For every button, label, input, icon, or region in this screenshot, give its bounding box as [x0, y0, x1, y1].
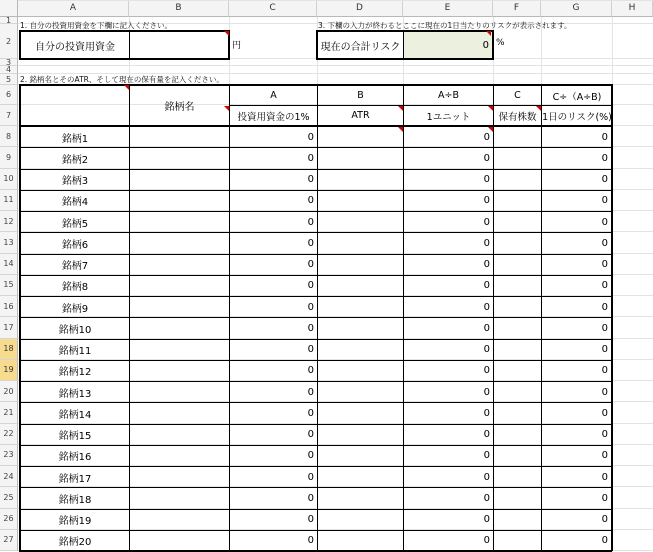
header-letter-4: C÷（A÷B): [552, 91, 602, 103]
gridline: [18, 0, 653, 1]
stock-label: 銘柄5: [61, 218, 89, 230]
one-unit-cell[interactable]: 0: [483, 322, 490, 334]
one-percent-cell[interactable]: 0: [307, 471, 314, 483]
daily-risk-cell[interactable]: 0: [601, 131, 608, 143]
row-header-13[interactable]: 13: [0, 232, 18, 253]
row-header-16[interactable]: 16: [0, 296, 18, 317]
stock-name-input[interactable]: [130, 488, 229, 508]
one-percent-cell[interactable]: 0: [307, 216, 314, 228]
stock-name-header: 銘柄名: [164, 102, 195, 113]
row-header-1[interactable]: 1: [0, 17, 18, 24]
stock-name-input[interactable]: [130, 297, 229, 317]
one-percent-cell[interactable]: 0: [307, 131, 314, 143]
stock-label: 銘柄19: [58, 516, 92, 528]
daily-risk-cell[interactable]: 0: [601, 535, 608, 547]
row-header-23[interactable]: 23: [0, 445, 18, 466]
stock-name-input[interactable]: [130, 403, 229, 423]
atr-input[interactable]: [318, 318, 403, 338]
stock-name-input[interactable]: [130, 191, 229, 211]
holdings-input[interactable]: [494, 340, 541, 360]
one-unit-cell[interactable]: 0: [483, 514, 490, 526]
holdings-input[interactable]: [494, 148, 541, 168]
daily-risk-cell[interactable]: 0: [601, 152, 608, 164]
holdings-input[interactable]: [494, 276, 541, 296]
atr-input[interactable]: [318, 127, 403, 147]
row-header-26[interactable]: 26: [0, 509, 18, 530]
stock-name-input[interactable]: [130, 212, 229, 232]
atr-input[interactable]: [318, 361, 403, 381]
holdings-input[interactable]: [494, 467, 541, 487]
holdings-input[interactable]: [494, 510, 541, 530]
one-unit-cell[interactable]: 0: [483, 131, 490, 143]
stock-name-input[interactable]: [130, 510, 229, 530]
row-header-24[interactable]: 24: [0, 466, 18, 487]
row-header-4[interactable]: 4: [0, 66, 18, 74]
atr-input[interactable]: [318, 170, 403, 190]
one-unit-cell[interactable]: 0: [483, 386, 490, 398]
one-unit-cell[interactable]: 0: [483, 301, 490, 313]
stock-name-input[interactable]: [130, 148, 229, 168]
row-header-14[interactable]: 14: [0, 254, 18, 275]
row-header-19[interactable]: 19: [0, 360, 18, 381]
stock-name-input[interactable]: [130, 361, 229, 381]
stock-label: 銘柄3: [61, 176, 89, 188]
stock-name-input[interactable]: [130, 446, 229, 466]
atr-input[interactable]: [318, 510, 403, 530]
row-header-22[interactable]: 22: [0, 424, 18, 445]
one-unit-cell[interactable]: 0: [483, 365, 490, 377]
atr-input[interactable]: [318, 467, 403, 487]
stock-name-input[interactable]: [130, 340, 229, 360]
one-percent-cell[interactable]: 0: [307, 237, 314, 249]
daily-risk-cell[interactable]: 0: [601, 429, 608, 441]
stock-label: 銘柄13: [58, 388, 92, 400]
holdings-input[interactable]: [494, 425, 541, 445]
one-unit-cell[interactable]: 0: [483, 174, 490, 186]
comment-marker-icon: [124, 85, 129, 90]
one-unit-cell[interactable]: 0: [483, 259, 490, 271]
one-unit-cell[interactable]: 0: [483, 429, 490, 441]
atr-input[interactable]: [318, 425, 403, 445]
stock-label: 銘柄14: [58, 409, 92, 421]
row-header-9[interactable]: 9: [0, 147, 18, 168]
holdings-input[interactable]: [494, 170, 541, 190]
comment-marker-icon: [398, 106, 403, 111]
atr-input[interactable]: [318, 488, 403, 508]
one-unit-cell[interactable]: 0: [483, 195, 490, 207]
one-unit-cell[interactable]: 0: [483, 344, 490, 356]
stock-name-input[interactable]: [130, 382, 229, 402]
one-unit-cell[interactable]: 0: [483, 216, 490, 228]
row-header-20[interactable]: 20: [0, 381, 18, 402]
row-header-8[interactable]: 8: [0, 126, 18, 147]
stock-label: 銘柄15: [58, 431, 92, 443]
daily-risk-cell[interactable]: 0: [601, 407, 608, 419]
header-label-0: 投資用資金の1%: [237, 111, 310, 123]
row-header-27[interactable]: 27: [0, 530, 18, 551]
holdings-input[interactable]: [494, 233, 541, 253]
atr-input[interactable]: [318, 276, 403, 296]
header-label-2: 1ユニット: [426, 111, 471, 123]
atr-input[interactable]: [318, 340, 403, 360]
one-percent-cell[interactable]: 0: [307, 365, 314, 377]
row-header-25[interactable]: 25: [0, 487, 18, 508]
one-unit-cell[interactable]: 0: [483, 407, 490, 419]
instruction-note-stocks: 2. 銘柄名とそのATR、そして現在の保有量を記入ください。: [20, 75, 224, 84]
comment-marker-icon: [224, 31, 229, 36]
stock-label: 銘柄18: [58, 494, 92, 506]
atr-input[interactable]: [318, 297, 403, 317]
atr-input[interactable]: [318, 403, 403, 423]
column-header-d[interactable]: D: [317, 0, 403, 17]
gridline: [18, 73, 653, 74]
stock-name-input[interactable]: [130, 233, 229, 253]
daily-risk-cell[interactable]: 0: [601, 471, 608, 483]
gridline: [18, 65, 653, 66]
row-header-3[interactable]: 3: [0, 59, 18, 66]
column-header-h[interactable]: H: [612, 0, 653, 17]
risk-value: 0: [482, 39, 489, 51]
column-header-e[interactable]: E: [403, 0, 493, 17]
atr-input[interactable]: [318, 212, 403, 232]
atr-input[interactable]: [318, 382, 403, 402]
daily-risk-cell[interactable]: 0: [601, 216, 608, 228]
daily-risk-cell[interactable]: 0: [601, 514, 608, 526]
one-percent-cell[interactable]: 0: [307, 535, 314, 547]
stock-label: 銘柄16: [58, 452, 92, 464]
atr-input[interactable]: [318, 446, 403, 466]
holdings-input[interactable]: [494, 318, 541, 338]
one-percent-cell[interactable]: 0: [307, 195, 314, 207]
atr-input[interactable]: [318, 531, 403, 551]
holdings-input[interactable]: [494, 403, 541, 423]
stock-name-input[interactable]: [130, 276, 229, 296]
comment-marker-icon: [536, 106, 541, 111]
one-percent-cell[interactable]: 0: [307, 301, 314, 313]
stock-label: 銘柄4: [61, 197, 89, 209]
one-percent-cell[interactable]: 0: [307, 344, 314, 356]
stock-name-input[interactable]: [130, 318, 229, 338]
one-percent-cell[interactable]: 0: [307, 429, 314, 441]
holdings-input[interactable]: [494, 361, 541, 381]
one-percent-cell[interactable]: 0: [307, 514, 314, 526]
row-header-15[interactable]: 15: [0, 275, 18, 296]
holdings-input[interactable]: [494, 488, 541, 508]
column-header-b[interactable]: B: [129, 0, 229, 17]
one-percent-cell[interactable]: 0: [307, 450, 314, 462]
stock-label: 銘柄20: [58, 537, 92, 549]
row-header-7[interactable]: 7: [0, 105, 18, 126]
stock-name-input[interactable]: [130, 170, 229, 190]
daily-risk-cell[interactable]: 0: [601, 301, 608, 313]
stock-label: 銘柄6: [61, 239, 89, 251]
header-letter-2: A÷B: [438, 90, 459, 101]
daily-risk-cell[interactable]: 0: [601, 280, 608, 292]
one-percent-cell[interactable]: 0: [307, 280, 314, 292]
one-percent-cell[interactable]: 0: [307, 152, 314, 164]
daily-risk-cell[interactable]: 0: [601, 259, 608, 271]
row-header-12[interactable]: 12: [0, 211, 18, 232]
stock-label: 銘柄12: [58, 367, 92, 379]
stock-label: 銘柄9: [61, 303, 89, 315]
atr-input[interactable]: [318, 191, 403, 211]
daily-risk-cell[interactable]: 0: [601, 322, 608, 334]
stock-label: 銘柄1: [61, 133, 89, 145]
stock-name-input[interactable]: [130, 467, 229, 487]
column-header-c[interactable]: C: [229, 0, 317, 17]
daily-risk-cell[interactable]: 0: [601, 195, 608, 207]
atr-input[interactable]: [318, 255, 403, 275]
one-percent-cell[interactable]: 0: [307, 174, 314, 186]
header-label-1: ATR: [351, 110, 370, 121]
daily-risk-cell[interactable]: 0: [601, 237, 608, 249]
row-header-2[interactable]: 2: [0, 24, 18, 59]
row-header-10[interactable]: 10: [0, 169, 18, 190]
row-header-6[interactable]: 6: [0, 85, 18, 105]
stock-label: 銘柄11: [58, 346, 92, 358]
comment-marker-icon: [224, 106, 229, 111]
stock-label: 銘柄7: [61, 261, 89, 273]
holdings-input[interactable]: [494, 446, 541, 466]
daily-risk-cell[interactable]: 0: [601, 386, 608, 398]
daily-risk-cell[interactable]: 0: [601, 365, 608, 377]
one-unit-cell[interactable]: 0: [483, 237, 490, 249]
header-letter-3: C: [514, 90, 521, 101]
row-header-17[interactable]: 17: [0, 317, 18, 338]
risk-unit: %: [496, 38, 505, 48]
row-header-11[interactable]: 11: [0, 190, 18, 211]
select-all-corner[interactable]: [0, 0, 18, 17]
one-unit-cell[interactable]: 0: [483, 492, 490, 504]
one-percent-cell[interactable]: 0: [307, 322, 314, 334]
risk-label: 現在の合計リスク: [320, 41, 401, 53]
one-unit-cell[interactable]: 0: [483, 152, 490, 164]
funds-label: 自分の投資用資金: [35, 41, 115, 53]
stock-name-input[interactable]: [130, 127, 229, 147]
daily-risk-cell[interactable]: 0: [601, 450, 608, 462]
daily-risk-cell[interactable]: 0: [601, 344, 608, 356]
one-percent-cell[interactable]: 0: [307, 259, 314, 271]
column-header-a[interactable]: A: [18, 0, 129, 17]
atr-input[interactable]: [318, 148, 403, 168]
stock-label: 銘柄8: [61, 282, 89, 294]
stock-label: 銘柄2: [61, 154, 89, 166]
row-header-21[interactable]: 21: [0, 402, 18, 423]
daily-risk-cell[interactable]: 0: [601, 174, 608, 186]
one-percent-cell[interactable]: 0: [307, 407, 314, 419]
header-letter-0: A: [270, 90, 277, 101]
stock-label: 銘柄17: [58, 473, 92, 485]
row-header-18[interactable]: 18: [0, 339, 18, 360]
holdings-input[interactable]: [494, 255, 541, 275]
header-label-3: 保有株数: [498, 111, 537, 123]
row-header-5[interactable]: 5: [0, 74, 18, 85]
stock-name-input[interactable]: [130, 531, 229, 551]
funds-unit: 円: [232, 41, 242, 51]
one-unit-cell[interactable]: 0: [483, 280, 490, 292]
instruction-note-risk: 3. 下欄の入力が終わるとここに現在の1日当たりのリスクが表示されます。: [318, 21, 572, 30]
atr-input[interactable]: [318, 233, 403, 253]
holdings-input[interactable]: [494, 191, 541, 211]
comment-marker-icon: [488, 106, 493, 111]
stock-name-input[interactable]: [130, 255, 229, 275]
instruction-note-funds: 1. 自分の投資用資金を下欄に記入ください。: [20, 21, 173, 30]
stock-label: 銘柄10: [58, 324, 92, 336]
column-header-f[interactable]: F: [493, 0, 541, 17]
header-letter-1: B: [357, 90, 364, 101]
one-unit-cell[interactable]: 0: [483, 450, 490, 462]
one-percent-cell[interactable]: 0: [307, 386, 314, 398]
one-percent-cell[interactable]: 0: [307, 492, 314, 504]
holdings-input[interactable]: [494, 297, 541, 317]
comment-marker-icon: [486, 31, 491, 36]
column-header-g[interactable]: G: [541, 0, 612, 17]
holdings-input[interactable]: [494, 531, 541, 551]
one-unit-cell[interactable]: 0: [483, 471, 490, 483]
stock-name-input[interactable]: [130, 425, 229, 445]
holdings-input[interactable]: [494, 212, 541, 232]
one-unit-cell[interactable]: 0: [483, 535, 490, 547]
holdings-input[interactable]: [494, 382, 541, 402]
holdings-input[interactable]: [494, 127, 541, 147]
funds-input[interactable]: [130, 32, 228, 58]
header-label-4: 1日のリスク(%): [542, 111, 612, 123]
daily-risk-cell[interactable]: 0: [601, 492, 608, 504]
